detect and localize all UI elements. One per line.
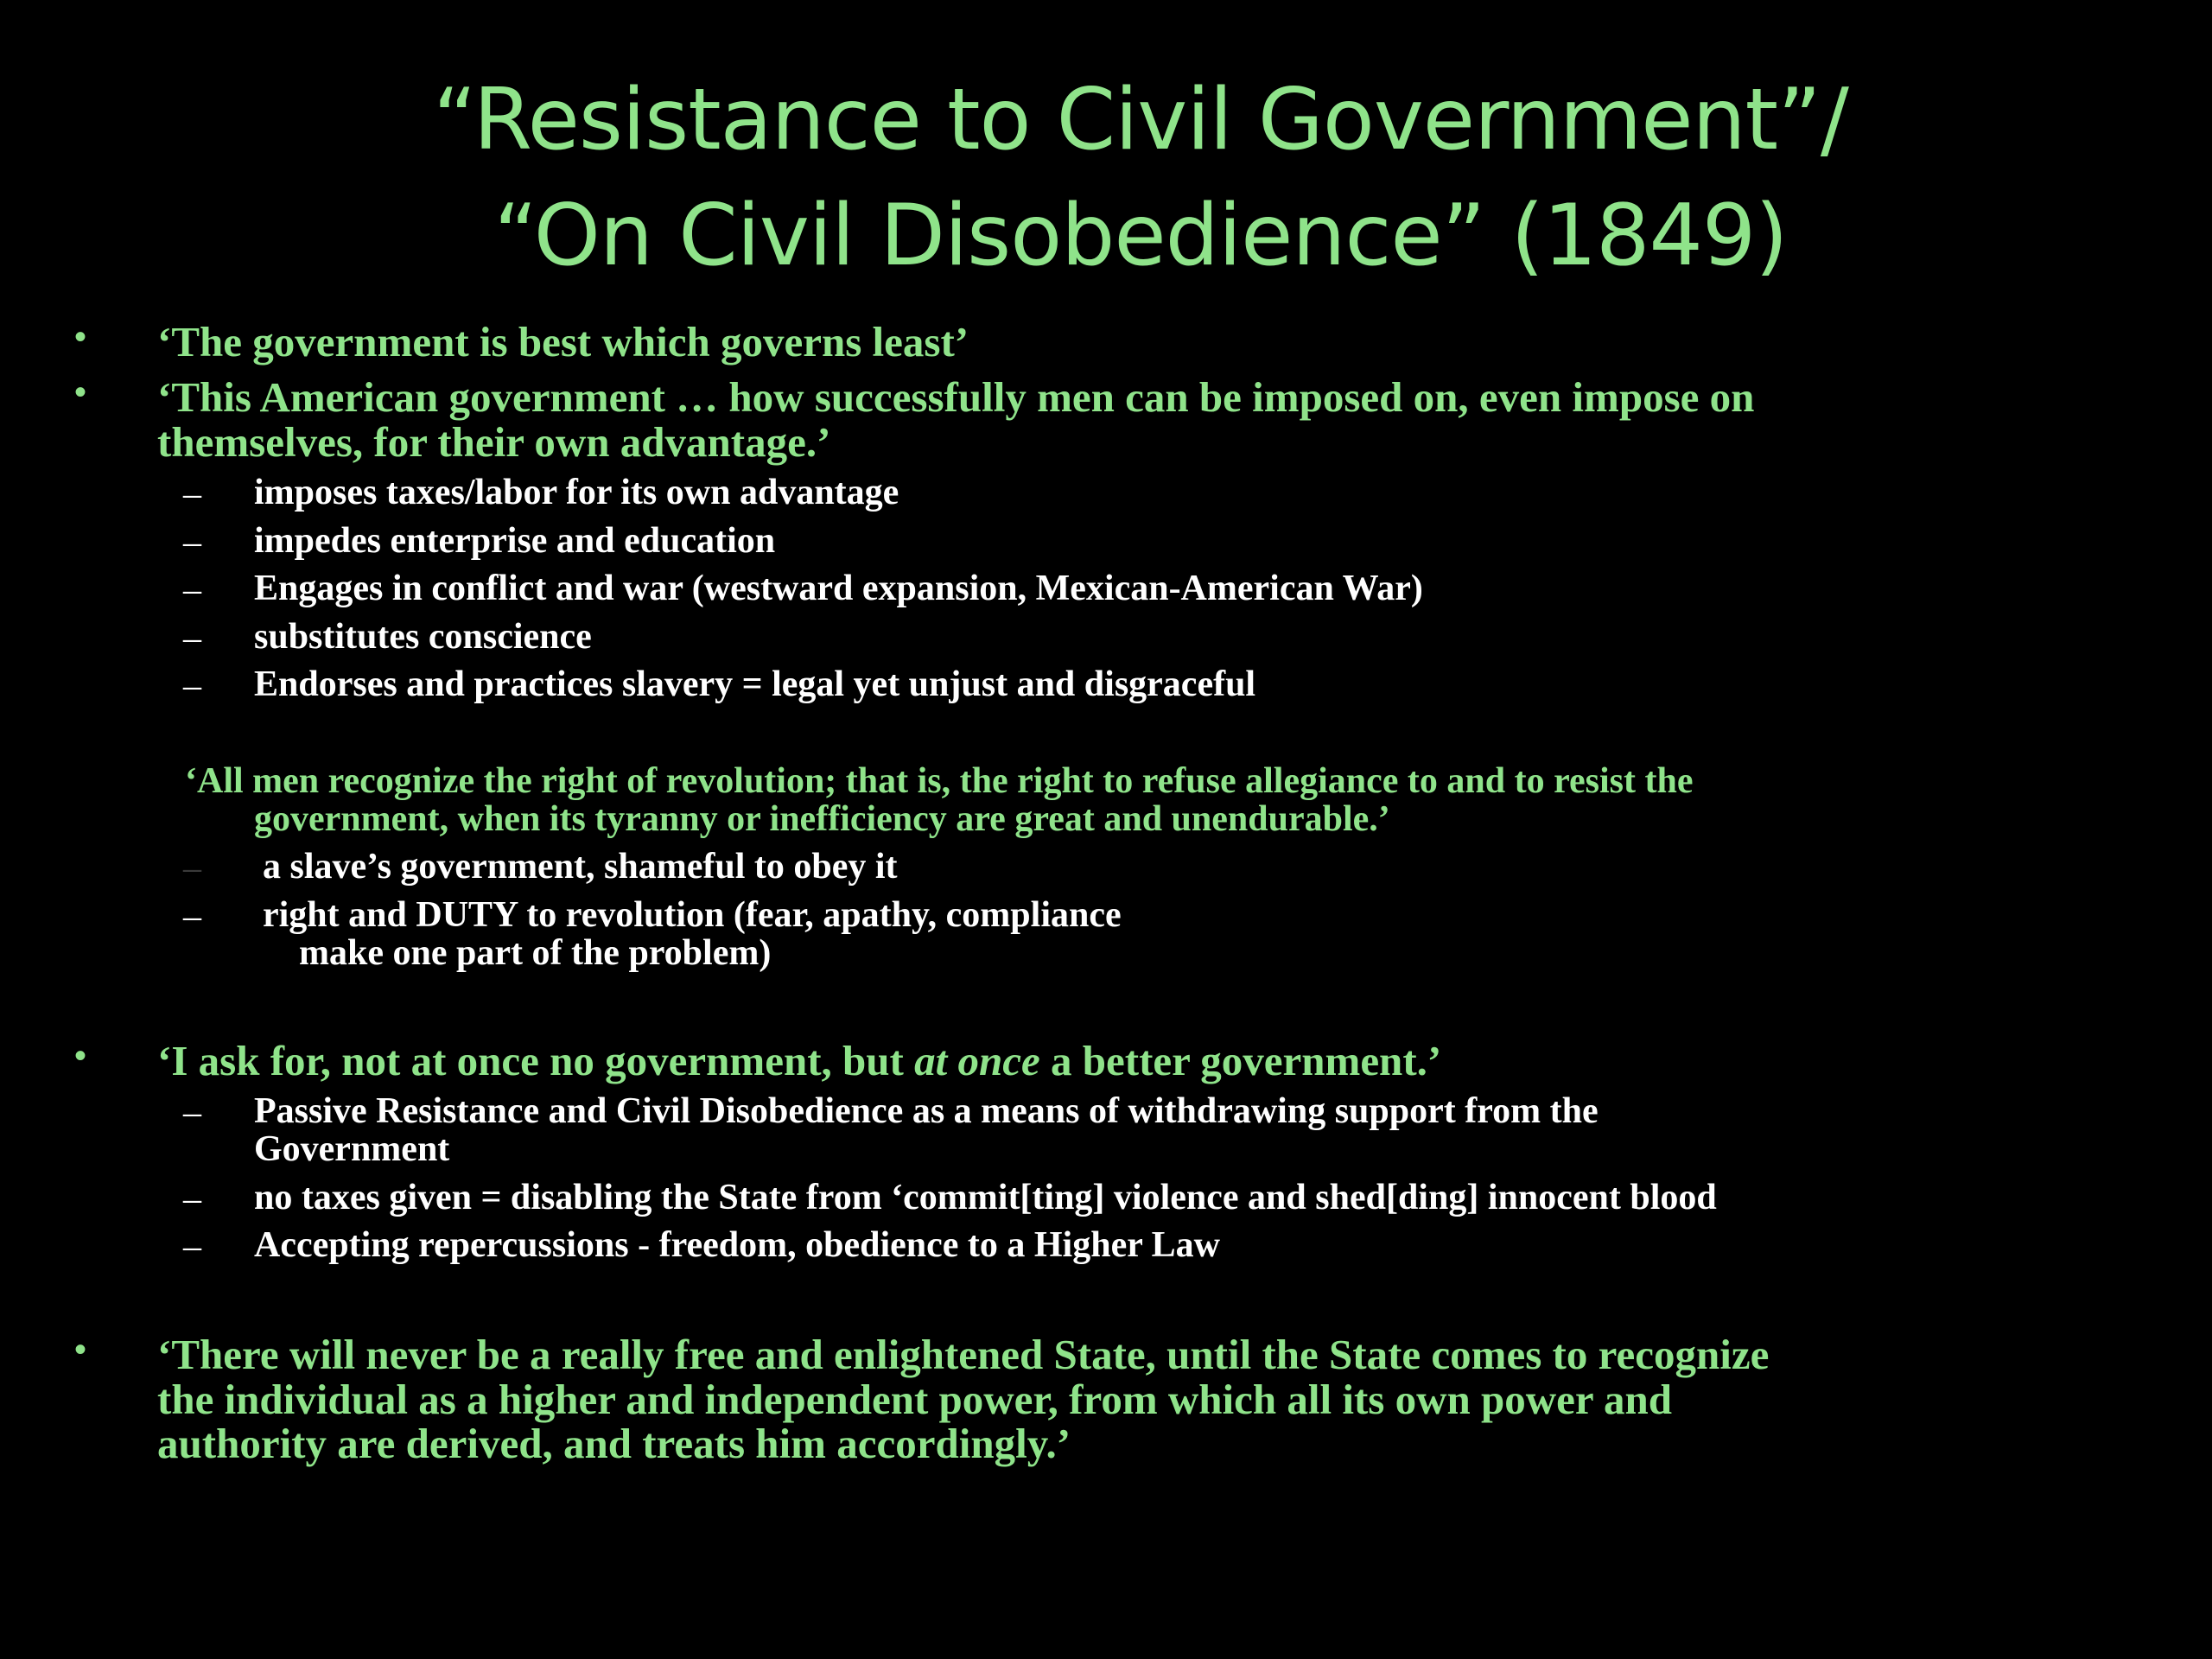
- sub-item: imposes taxes/labor for its own advantage: [254, 473, 899, 512]
- bullet-3-text-part-1: ‘I ask for, not at once no government, but: [157, 1037, 915, 1084]
- dash-marker: –: [183, 474, 201, 514]
- sub-item-line-1: Passive Resistance and Civil Disobedience as a means of withdrawing support from the: [254, 1091, 1599, 1131]
- sub-item: Endorses and practices slavery = legal yet unjust and disgraceful: [254, 664, 1256, 704]
- bullet-2-text-line-1: ‘This American government … how successfully men can be imposed on, even impose on: [157, 373, 1755, 421]
- title-line-2: “On Civil Disobedience” (1849): [493, 187, 1788, 285]
- slide-title: [0, 62, 2212, 294]
- dash-marker: –: [183, 619, 201, 658]
- sub-item-line-1: right and DUTY to revolution (fear, apathy, compliance: [263, 895, 1122, 935]
- sub-item: Engages in conflict and war (westward expansion, Mexican-American War): [254, 569, 1423, 608]
- title-line-1: “Resistance to Civil Government”/: [433, 71, 1848, 169]
- bullet-3-text-italic: at once: [914, 1037, 1040, 1084]
- sub-item-line-2: make one part of the problem): [299, 933, 772, 973]
- dash-marker: –: [183, 523, 201, 563]
- dash-marker: –: [183, 1227, 201, 1267]
- dash-marker: –: [183, 666, 201, 706]
- dash-marker: –: [183, 1093, 201, 1133]
- bullet-4-text-line-3: authority are derived, and treats him accordingly.’: [157, 1420, 1071, 1467]
- bullet-marker: •: [74, 373, 87, 411]
- sub-item: a slave’s government, shameful to obey it: [263, 847, 898, 887]
- bullet-2-text-line-2: themselves, for their own advantage.’: [157, 418, 831, 466]
- bullet-marker: •: [74, 1331, 87, 1369]
- bullet-3-text-part-2: a better government.’: [1039, 1037, 1442, 1084]
- bullet-4-text-line-1: ‘There will never be a really free and enlightened State, until the State comes to recognize: [157, 1331, 1770, 1378]
- dash-marker: –: [183, 897, 201, 937]
- sub-item: substitutes conscience: [254, 617, 592, 657]
- bullet-marker: •: [74, 318, 87, 356]
- dash-marker: –: [183, 1179, 201, 1219]
- sub-item: impedes enterprise and education: [254, 521, 776, 561]
- bullet-4-text-line-2: the individual as a higher and independent power, from which all its own power and: [157, 1376, 1673, 1423]
- bullet-3-text: [157, 1039, 1441, 1084]
- bullet-1-text: ‘The government is best which governs least’: [157, 318, 969, 365]
- sub-item-line-2: Government: [254, 1129, 450, 1169]
- dash-marker: –: [183, 849, 201, 888]
- revolution-quote-line-2: government, when its tyranny or inefficiency are great and unendurable.’: [254, 799, 1390, 839]
- sub-item: no taxes given = disabling the State from ‘commit[ting] violence and shed[ding] innocent blood: [254, 1178, 1717, 1217]
- dash-marker: –: [183, 570, 201, 610]
- sub-item: Accepting repercussions - freedom, obedience to a Higher Law: [254, 1225, 1220, 1265]
- revolution-quote-line-1: ‘All men recognize the right of revolution; that is, the right to refuse allegiance to and to resist the: [185, 761, 1694, 801]
- bullet-marker: •: [74, 1037, 87, 1075]
